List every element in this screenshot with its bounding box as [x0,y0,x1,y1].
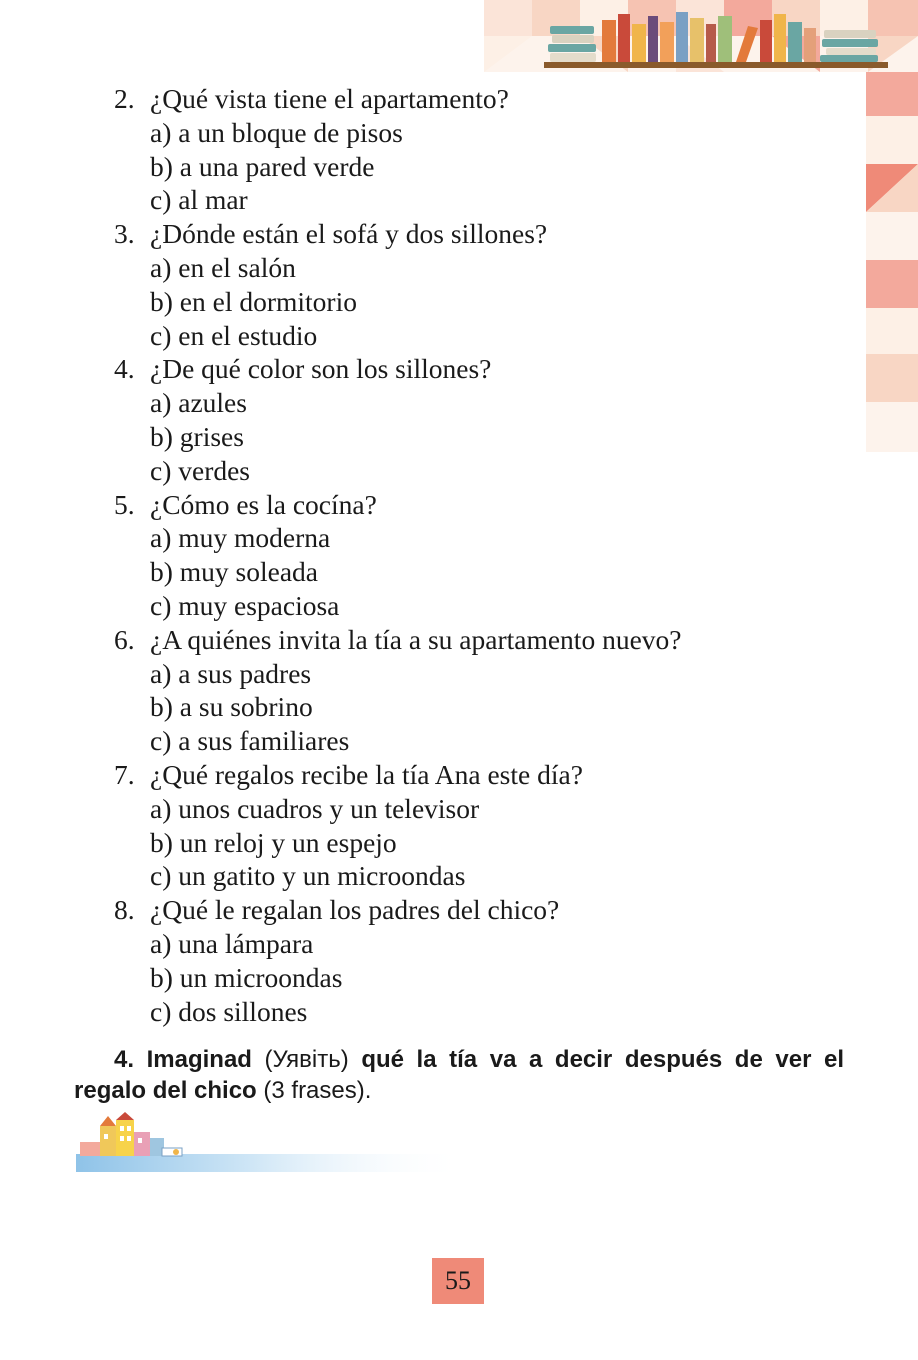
question-text: ¿Dónde están el sofá y dos sillones? [150,218,548,250]
question-item [114,893,854,1028]
answer-option: b) a su sobrino [150,691,313,723]
question-number: 4. [114,353,135,385]
answer-option: a) muy moderna [150,522,331,554]
question-line [114,82,854,116]
question-text: ¿A quiénes invita la tía a su apartamento nuevo? [150,623,682,655]
answer-option: c) verdes [150,454,251,486]
question-number: 2. [114,83,135,114]
task-4-note: (3 frases) [263,1077,365,1104]
answer-option: c) un gatito y un microondas [150,860,466,892]
question-item [114,217,854,352]
question-text: ¿Qué vista tiene el apartamento? [150,83,509,114]
question-item [114,82,854,217]
question-text: ¿Qué le regalan los padres del chico? [150,894,560,926]
answer-option: c) en el estudio [150,319,318,351]
answer-option: b) un microondas [150,961,343,993]
answer-option: a) a sus padres [150,657,312,689]
answer-option: a) en el salón [150,251,296,283]
question-text: ¿Qué regalos recibe la tía Ana este día? [150,758,583,790]
question-item [114,488,854,623]
question-text: ¿De qué color son los sillones? [150,353,492,385]
answer-option: b) grises [150,420,244,452]
answer-option: b) muy soleada [150,556,319,588]
question-line [114,488,854,522]
question-line [114,623,854,657]
question-item [114,623,854,758]
task-4-verb: Imaginad [146,1046,252,1073]
question-number: 6. [114,623,135,655]
answer-option: a) a un bloque de pisos [150,116,403,148]
task-4-instruction [74,1044,844,1106]
question-item [114,352,854,487]
question-line [114,352,854,386]
task-4-prompt: qué la tía va a decir después de ver el regalo del chico [74,1046,844,1104]
question-text: ¿Cómo es la cocína? [150,488,377,520]
question-number: 5. [114,488,135,520]
question-number: 3. [114,218,135,250]
answer-option: c) a sus familiares [150,725,350,757]
answer-option: a) azules [150,387,247,419]
bookshelf-illustration [540,4,892,74]
answer-option: b) un reloj y un espejo [150,826,397,858]
answer-option: b) a una pared verde [150,150,375,182]
page-number: 55 [432,1258,484,1304]
question-line [114,758,854,792]
town-buildings-illustration [76,1112,466,1174]
question-number: 8. [114,894,135,926]
question-item [114,758,854,893]
task-4-number: 4. [114,1046,135,1073]
answer-option: b) en el dormitorio [150,285,357,317]
task-4-translation: (Уявіть) [264,1046,349,1073]
answer-option: a) unos cuadros y un televisor [150,792,480,824]
question-list [114,82,854,1028]
task-4-end: . [364,1077,372,1104]
side-pattern-strip [866,72,918,452]
answer-option: c) muy espaciosa [150,589,340,621]
question-line [114,217,854,251]
answer-option: c) dos sillones [150,995,308,1027]
answer-option: c) al mar [150,184,248,216]
answer-option: a) una lámpara [150,927,314,959]
question-number: 7. [114,758,135,790]
question-line [114,893,854,927]
